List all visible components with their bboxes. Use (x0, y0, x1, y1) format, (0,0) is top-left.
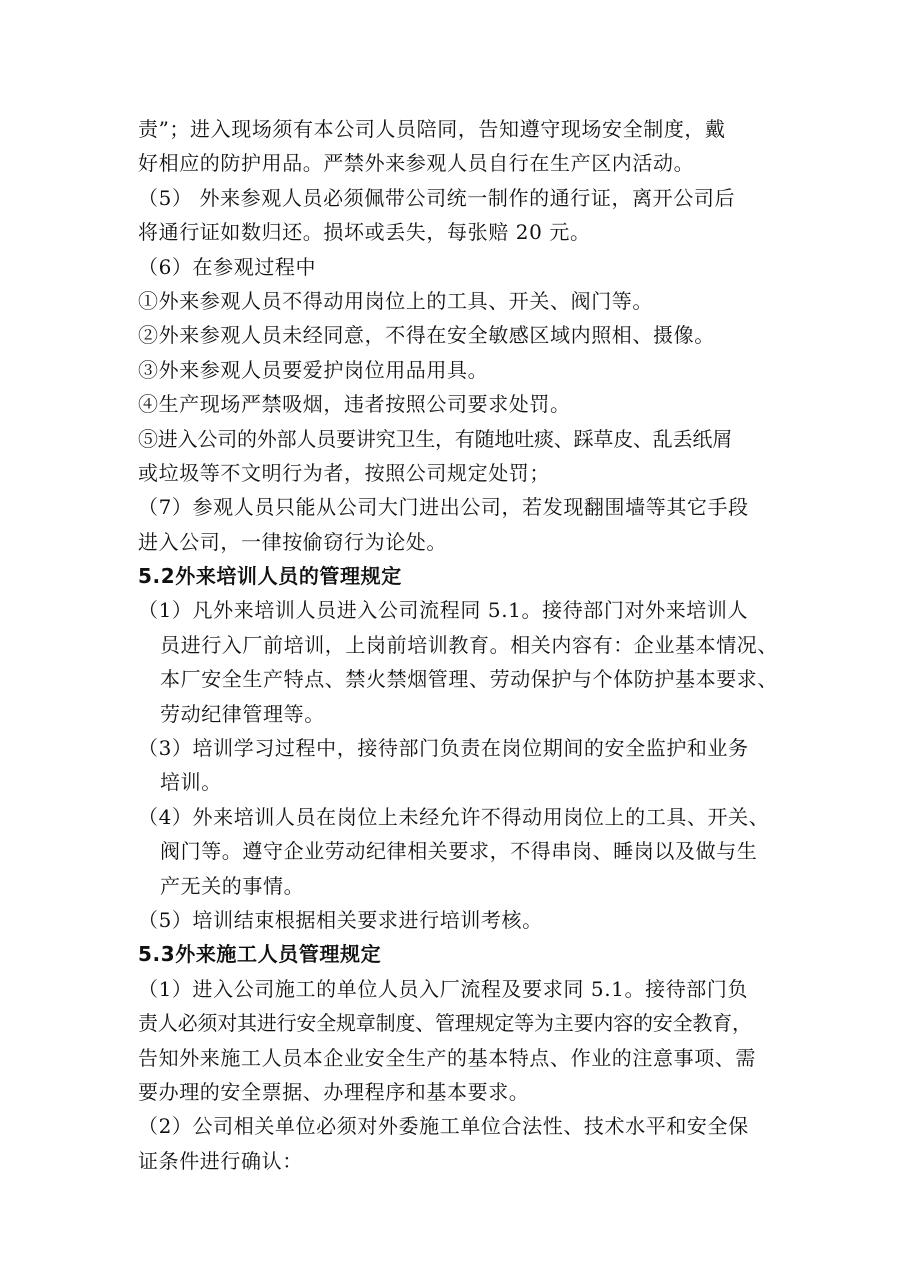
text-line: （1）凡外来培训人员进入公司流程同 5.1。接待部门对外来培训人 (138, 598, 749, 623)
text-line: 证条件进行确认： (138, 1148, 303, 1173)
text-line: （2）公司相关单位必须对外委施工单位合法性、技术水平和安全保 (138, 1114, 749, 1139)
text-line: ①外来参观人员不得动用岗位上的工具、开关、阀门等。 (138, 288, 653, 313)
text-line: 员进行入厂前培训，上岗前培训教育。相关内容有：企业基本情况、 (160, 632, 778, 657)
section-heading: 5.3外来施工人员管理规定 (138, 942, 382, 967)
text-line: 要办理的安全票据、办理程序和基本要求。 (138, 1079, 530, 1104)
text-line: （5） 外来参观人员必须佩带公司统一制作的通行证，离开公司后 (138, 185, 736, 210)
text-line: （3）培训学习过程中，接待部门负责在岗位期间的安全监护和业务 (138, 736, 749, 761)
text-line: 将通行证如数归还。损坏或丢失，每张赔 20 元。 (138, 220, 591, 245)
text-line: （1）进入公司施工的单位人员入厂流程及要求同 5.1。接待部门负 (138, 976, 749, 1001)
text-line: ③外来参观人员要爱护岗位用品用具。 (138, 357, 489, 382)
text-line: ④生产现场严禁吸烟，违者按照公司要求处罚。 (138, 392, 571, 417)
text-line: 本厂安全生产特点、禁火禁烟管理、劳动保护与个体防护基本要求、 (160, 667, 778, 692)
text-line: （5）培训结束根据相关要求进行培训考核。 (138, 907, 543, 932)
text-line: 告知外来施工人员本企业安全生产的基本特点、作业的注意事项、需 (138, 1045, 756, 1070)
text-line: ⑤进入公司的外部人员要讲究卫生，有随地吐痰、踩草皮、乱丢纸屑 (138, 426, 732, 451)
document-page (138, 112, 778, 1178)
text-line: （4）外来培训人员在岗位上未经允许不得动用岗位上的工具、开关、 (138, 804, 770, 829)
text-line: （7）参观人员只能从公司大门进出公司，若发现翻围墙等其它手段 (138, 495, 749, 520)
text-line: 产无关的事情。 (160, 873, 305, 898)
text-line: 或垃圾等不文明行为者，按照公司规定处罚； (138, 460, 550, 485)
text-line: （6）在参观过程中 (138, 254, 317, 279)
text-line: 进入公司，一律按偷窃行为论处。 (138, 529, 447, 554)
text-line: 责人必须对其进行安全规章制度、管理规定等为主要内容的安全教育， (138, 1011, 752, 1036)
text-line: 阀门等。遵守企业劳动纪律相关要求，不得串岗、睡岗以及做与生 (160, 839, 758, 864)
text-line: 责”；进入现场须有本公司人员陪同，告知遵守现场安全制度，戴 (138, 117, 726, 141)
text-line: ②外来参观人员未经同意，不得在安全敏感区域内照相、摄像。 (138, 323, 715, 348)
text-line: 好相应的防护用品。严禁外来参观人员自行在生产区内活动。 (138, 151, 695, 176)
text-line: 劳动纪律管理等。 (160, 701, 325, 726)
text-line: 培训。 (160, 770, 222, 795)
section-heading: 5.2外来培训人员的管理规定 (138, 564, 402, 589)
